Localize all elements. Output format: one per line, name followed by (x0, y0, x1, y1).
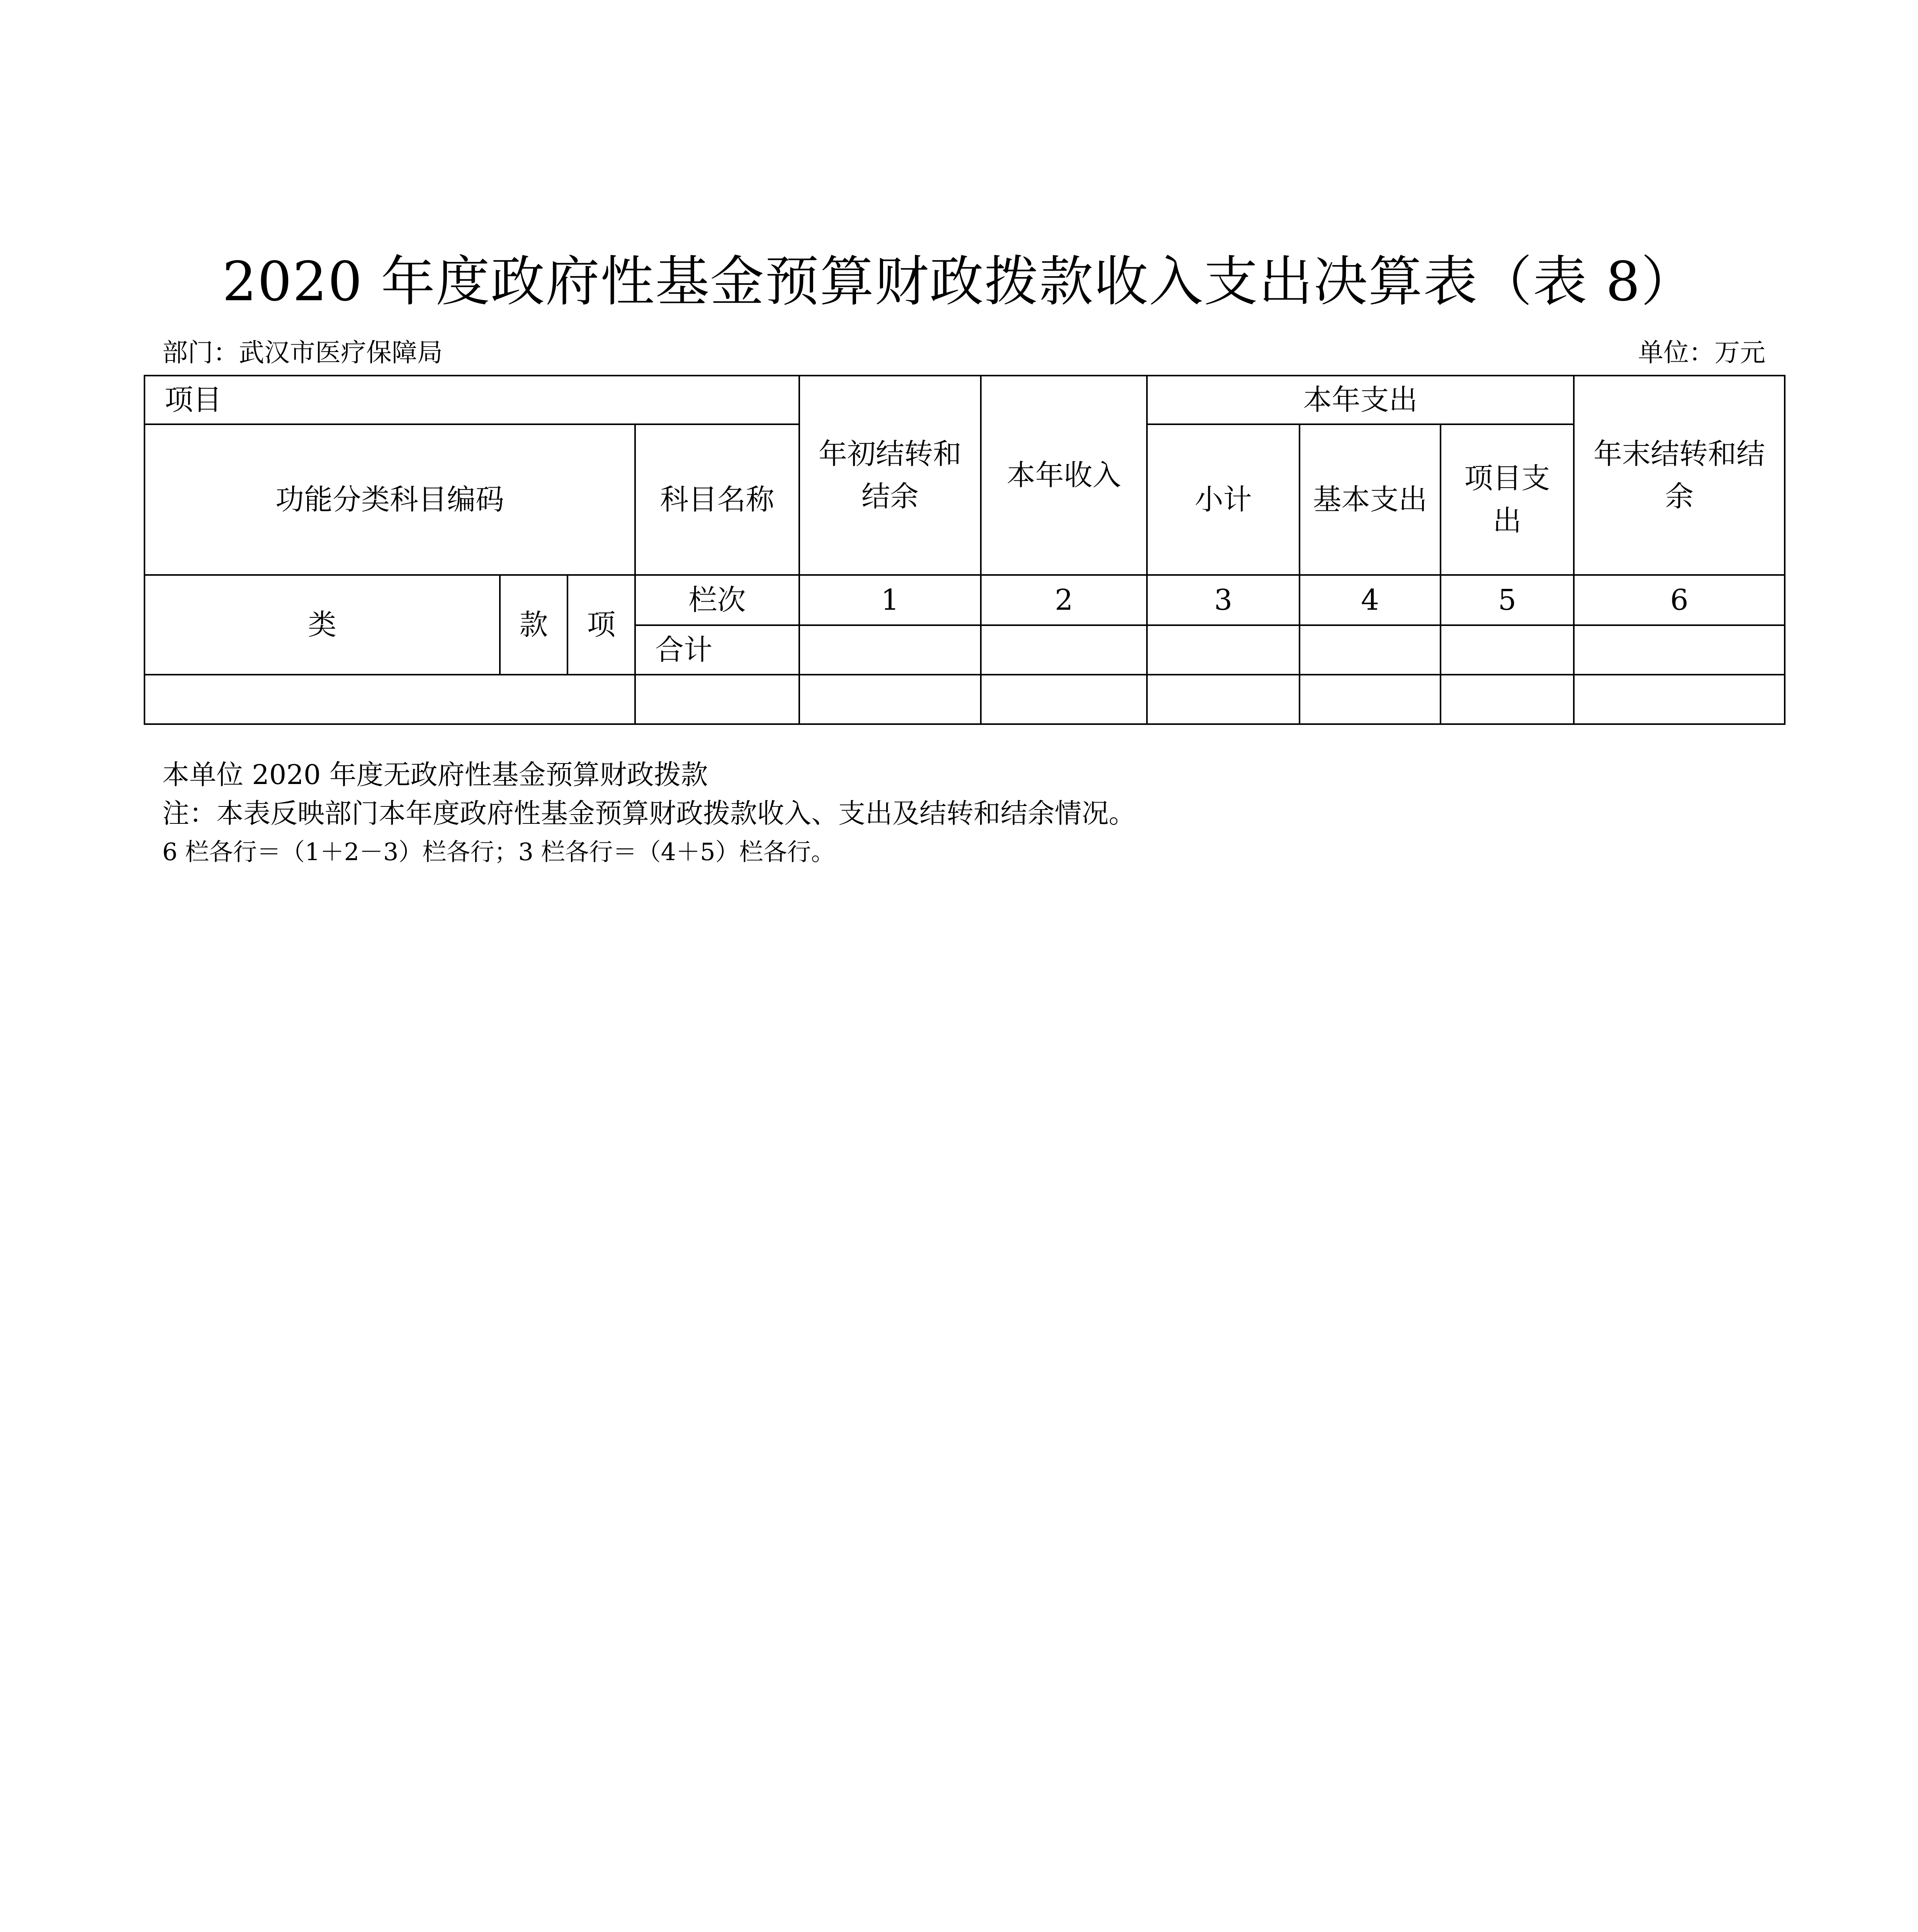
note-formula: 6 栏各行＝（1＋2－3）栏各行；3 栏各行＝（4＋5）栏各行。 (162, 838, 835, 866)
header-subtotal: 小计 (1147, 424, 1300, 575)
total-cell-1 (799, 625, 981, 675)
total-cell-6 (1574, 625, 1785, 675)
unit-label: 单位：万元 (1638, 338, 1765, 367)
empty-code-cell (144, 675, 635, 724)
header-lei: 类 (144, 575, 500, 675)
page-title: 2020 年度政府性基金预算财政拨款收入支出决算表（表 8） (222, 250, 1696, 313)
column-number-4: 4 (1300, 575, 1441, 625)
header-project-expense: 项目支出 (1441, 424, 1574, 575)
empty-cell-2 (981, 675, 1147, 724)
note-description: 注：本表反映部门本年度政府性基金预算财政拨款收入、支出及结转和结余情况。 (162, 798, 1136, 829)
budget-table (144, 375, 1785, 725)
department-label: 部门：武汉市医疗保障局 (162, 338, 443, 367)
empty-cell-3 (1147, 675, 1300, 724)
header-kuan: 款 (500, 575, 567, 675)
notes-block (162, 755, 1136, 871)
header-subject-name: 科目名称 (635, 424, 799, 575)
column-number-2: 2 (981, 575, 1147, 625)
header-current-expense: 本年支出 (1147, 376, 1574, 424)
empty-cell-6 (1574, 675, 1785, 724)
empty-cell-4 (1300, 675, 1441, 724)
total-cell-5 (1441, 625, 1574, 675)
header-func-code: 功能分类科目编码 (144, 424, 635, 575)
column-index-label: 栏次 (635, 575, 799, 625)
total-cell-2 (981, 625, 1147, 675)
empty-name-cell (635, 675, 799, 724)
empty-cell-5 (1441, 675, 1574, 724)
column-number-1: 1 (799, 575, 981, 625)
column-number-5: 5 (1441, 575, 1574, 625)
header-closing-balance: 年末结转和结余 (1574, 376, 1785, 575)
note-no-funds: 本单位 2020 年度无政府性基金预算财政拨款 (162, 759, 708, 791)
header-item: 项目 (144, 376, 799, 424)
total-cell-4 (1300, 625, 1441, 675)
table-row (144, 675, 1785, 724)
total-label: 合计 (635, 625, 799, 675)
empty-cell-1 (799, 675, 981, 724)
column-number-6: 6 (1574, 575, 1785, 625)
header-opening-balance: 年初结转和结余 (799, 376, 981, 575)
header-current-income: 本年收入 (981, 376, 1147, 575)
header-basic-expense: 基本支出 (1300, 424, 1441, 575)
column-number-3: 3 (1147, 575, 1300, 625)
total-cell-3 (1147, 625, 1300, 675)
header-xiang: 项 (567, 575, 635, 675)
